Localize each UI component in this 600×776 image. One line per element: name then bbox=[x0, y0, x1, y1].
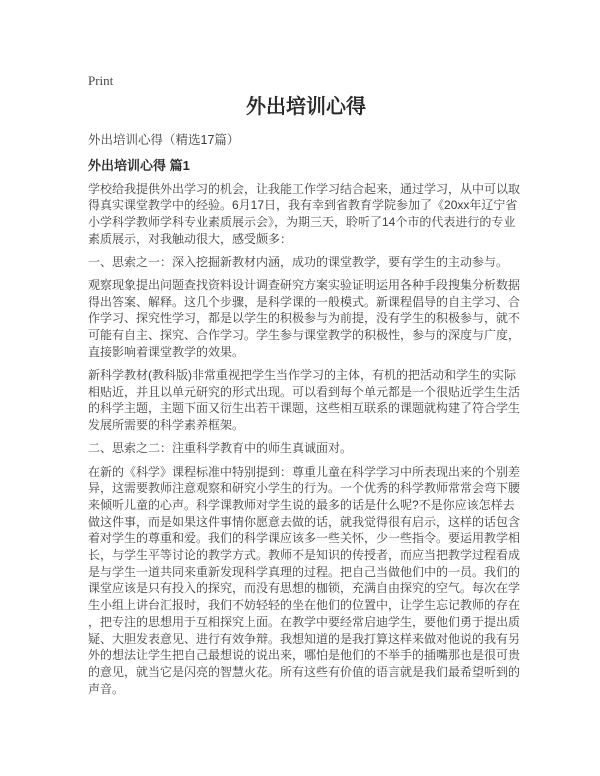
paragraph: 观察现象提出问题查找资料设计调查研究方案实验证明运用各种手段搜集分析数据得出答案、解释。这几个步骤，是科学课的一般模式。新课程倡导的自主学习、合作学习、探究性学习，都是以学生的积极参与为前提，没有学生的积极参与，就不可能有自主、探究、合作学习。学生参与课堂教学的积极性，参与的深度与广度，直接影响着课堂教学的效果。 bbox=[88, 278, 521, 359]
section-heading: 外出培训心得 篇1 bbox=[88, 158, 190, 173]
paragraph: 学校给我提供外出学习的机会，让我能工作学习结合起来，通过学习，从中可以取得真实课堂教学中的经验。6月17日，我有幸到省教育学院参加了《20xx年辽宁省小学科学教师学科专业素质展示会》，为期三天，聆听了14个市的代表进行的专业素质展示，对我触动很大，感受颇多： bbox=[88, 181, 521, 246]
print-link[interactable]: Print bbox=[88, 73, 114, 88]
page-title: 外出培训心得 bbox=[246, 96, 366, 118]
paragraph: 新科学教材(教科版)非常重视把学生当作学习的主体，有机的把活动和学生的实际相贴近，并且以单元研究的形式出现。可以看到每个单元都是一个很贴近学生生活的科学主题，主题下面又衍生出若干课题，这些相互联系的课题就构建了符合学生发展所需要的科学素养框架。 bbox=[88, 368, 521, 433]
article-subtitle: 外出培训心得（精选17篇） bbox=[88, 133, 240, 147]
subsection-heading-1: 一、思索之一：深入挖掘新教材内涵，成功的课堂教学，要有学生的主动参与。 bbox=[88, 254, 509, 269]
article bbox=[88, 95, 524, 704]
paragraph: 在新的《科学》课程标准中特别提到：尊重儿童在科学学习中所表现出来的个别差异，这需要教师注意观察和研究小学生的行为。一个优秀的科学教师常常会弯下腰来倾听儿童的心声。科学课教师对学生说的最多的话是什么呢?不是你应该怎样去做这件事，而是如果这件事情你愿意去做的话，就我觉得很有启示，这样的话包含着对学生的尊重和爱。我们的科学课应该多一些关怀，少一些指令。要运用教学相长，与学生平等讨论的教学方式。教师不是知识的传授者，而应当把教学过程看成是与学生一道共同来重新发现科学真理的过程。把自己当做他们中的一员。我们的课堂应该是只有投入的探究，而没有思想的枷锁，充满自由探究的空气。每次在学生小组上讲台汇报时，我们不妨轻轻的坐在他们的位置中，让学生忘记教师的存在，把专注的思想用于互相探究上面。在教学中要经常启迪学生，要他们勇于提出质疑、大胆发表意见、进行有效争辩。我想知道的是我打算这样来做对他说的我有另外的想法让学生把自己最想说的说出来，哪怕是他们的不举手的插嘴那也是很可贵的意见，就当它是闪亮的智慧火花。所有这些有价值的语言就是我们最希望听到的声音。 bbox=[88, 464, 521, 696]
subsection-heading-2: 二、思索之二：注重科学教育中的师生真诚面对。 bbox=[88, 441, 353, 456]
article-body bbox=[88, 181, 524, 698]
